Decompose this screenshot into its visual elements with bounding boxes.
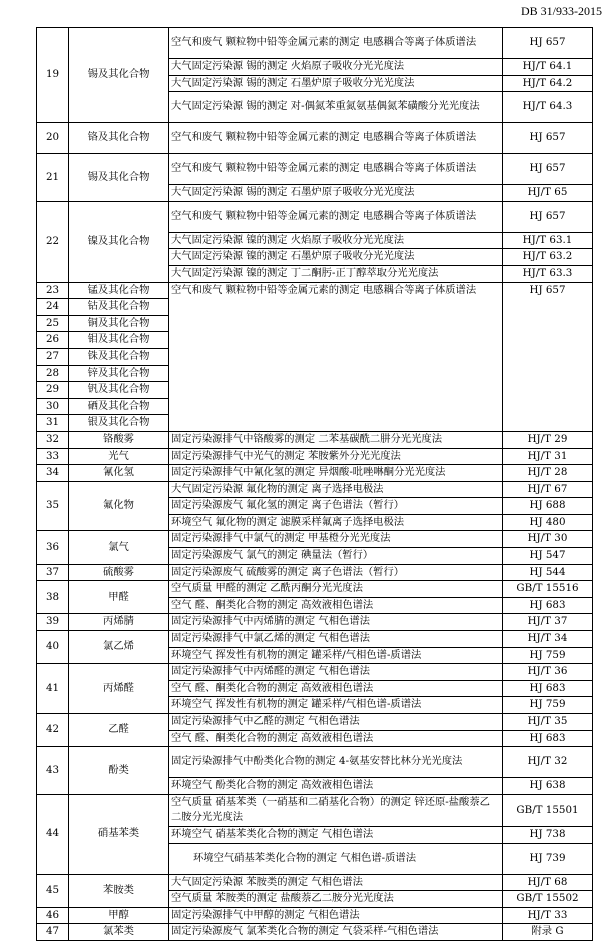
method-name: 空气 醛、酮类化合物的测定 高效液相色谱法 xyxy=(169,730,503,747)
item-name: 锡及其化合物 xyxy=(69,154,169,202)
standard-number: 附录 G xyxy=(503,924,593,941)
method-name: 固定污染源排气中丙烯醛的测定 气相色谱法 xyxy=(169,664,503,681)
table-row xyxy=(37,747,593,778)
item-number: 21 xyxy=(37,154,69,202)
standard-number: HJ/T 64.3 xyxy=(503,92,593,123)
standard-number: HJ/T 65 xyxy=(503,185,593,202)
standard-number: HJ 657 xyxy=(503,201,593,232)
standard-number: HJ/T 28 xyxy=(503,465,593,482)
standard-number: HJ 657 xyxy=(503,282,593,431)
method-name: 环境空气 酚类化合物的测定 高效液相色谱法 xyxy=(169,778,503,795)
standard-number: HJ 657 xyxy=(503,154,593,185)
method-name: 空气和废气 颗粒物中铅等金属元素的测定 电感耦合等离子体质谱法 xyxy=(169,154,503,185)
item-number: 42 xyxy=(37,714,69,747)
method-name: 环境空气 挥发性有机物的测定 罐采样/气相色谱-质谱法 xyxy=(169,697,503,714)
method-name: 固定污染源废气 氯苯类化合物的测定 气袋采样-气相色谱法 xyxy=(169,924,503,941)
item-name: 铬及其化合物 xyxy=(69,123,169,154)
item-number: 43 xyxy=(37,747,69,795)
table-row xyxy=(37,874,593,891)
method-name: 固定污染源废气 氟化氢的测定 离子色谱法（暂行） xyxy=(169,498,503,515)
method-name: 空气质量 甲醛的测定 乙酰丙酮分光光度法 xyxy=(169,581,503,598)
standard-number: HJ/T 36 xyxy=(503,664,593,681)
item-name: 丙烯腈 xyxy=(69,614,169,631)
item-name: 钼及其化合物 xyxy=(69,332,169,349)
standard-number: HJ 739 xyxy=(503,843,593,874)
item-number: 46 xyxy=(37,907,69,924)
standard-number: HJ/T 67 xyxy=(503,481,593,498)
item-number: 38 xyxy=(37,581,69,614)
item-name: 镍及其化合物 xyxy=(69,201,169,282)
standard-number: HJ 638 xyxy=(503,778,593,795)
item-name: 氰化氢 xyxy=(69,465,169,482)
item-name: 氟化物 xyxy=(69,481,169,531)
table-row xyxy=(37,123,593,154)
table-row xyxy=(37,448,593,465)
method-name: 大气固定污染源 锡的测定 石墨炉原子吸收分光光度法 xyxy=(169,185,503,202)
standard-number: HJ/T 33 xyxy=(503,907,593,924)
item-number: 22 xyxy=(37,201,69,282)
item-name: 氯气 xyxy=(69,531,169,564)
standard-number: HJ/T 63.3 xyxy=(503,265,593,282)
table-row xyxy=(37,531,593,548)
item-name: 氯乙烯 xyxy=(69,631,169,664)
standard-number: HJ/T 64.2 xyxy=(503,75,593,92)
standard-number: HJ/T 64.1 xyxy=(503,59,593,76)
item-number: 47 xyxy=(37,924,69,941)
method-name: 固定污染源排气中光气的测定 苯胺紫外分光光度法 xyxy=(169,448,503,465)
method-name: 大气固定污染源 锡的测定 石墨炉原子吸收分光光度法 xyxy=(169,75,503,92)
table-row xyxy=(37,201,593,232)
table-row xyxy=(37,924,593,941)
method-name: 固定污染源排气中氯气的测定 甲基橙分光光度法 xyxy=(169,531,503,548)
item-number: 30 xyxy=(37,398,69,415)
item-name: 苯胺类 xyxy=(69,874,169,907)
standard-number: HJ/T 29 xyxy=(503,431,593,448)
method-name: 固定污染源排气中酚类化合物的测定 4-氨基安替比林分光光度法 xyxy=(169,747,503,778)
method-name: 固定污染源排气中丙烯腈的测定 气相色谱法 xyxy=(169,614,503,631)
item-name: 硒及其化合物 xyxy=(69,398,169,415)
method-name: 固定污染源废气 硫酸雾的测定 离子色谱法（暂行） xyxy=(169,564,503,581)
method-name: 空气和废气 颗粒物中铅等金属元素的测定 电感耦合等离子体质谱法 xyxy=(169,28,503,59)
table-row xyxy=(37,481,593,498)
item-name: 铜及其化合物 xyxy=(69,315,169,332)
method-name: 大气固定污染源 锡的测定 对-偶氮苯重氮氨基偶氮苯磺酸分光光度法 xyxy=(169,92,503,123)
item-name: 氯苯类 xyxy=(69,924,169,941)
standard-number: HJ/T 63.2 xyxy=(503,249,593,266)
item-name: 钒及其化合物 xyxy=(69,382,169,399)
standard-number: HJ/T 37 xyxy=(503,614,593,631)
item-number: 27 xyxy=(37,348,69,365)
method-name: 环境空气 硝基苯类化合物的测定 气相色谱法 xyxy=(169,826,503,843)
method-name: 大气固定污染源 镍的测定 石墨炉原子吸收分光光度法 xyxy=(169,249,503,266)
method-name: 大气固定污染源 锡的测定 火焰原子吸收分光光度法 xyxy=(169,59,503,76)
document-code: DB 31/933-2015 xyxy=(521,4,602,18)
method-name: 固定污染源排气中氯乙烯的测定 气相色谱法 xyxy=(169,631,503,648)
table-row xyxy=(37,794,593,826)
item-name: 乙醛 xyxy=(69,714,169,747)
table-row xyxy=(37,154,593,185)
item-name: 锌及其化合物 xyxy=(69,365,169,382)
table-row xyxy=(37,664,593,681)
item-number: 37 xyxy=(37,564,69,581)
item-number: 40 xyxy=(37,631,69,664)
method-name: 空气 醛、酮类化合物的测定 高效液相色谱法 xyxy=(169,680,503,697)
method-name: 空气 醛、酮类化合物的测定 高效液相色谱法 xyxy=(169,597,503,614)
item-number: 44 xyxy=(37,794,69,874)
standard-number: HJ/T 34 xyxy=(503,631,593,648)
table-row xyxy=(37,465,593,482)
table-row xyxy=(37,431,593,448)
item-name: 甲醇 xyxy=(69,907,169,924)
item-name: 钴及其化合物 xyxy=(69,299,169,316)
standard-number: HJ 688 xyxy=(503,498,593,515)
item-number: 23 xyxy=(37,282,69,299)
standard-number: HJ 683 xyxy=(503,680,593,697)
standard-number: GB/T 15516 xyxy=(503,581,593,598)
item-number: 45 xyxy=(37,874,69,907)
item-number: 31 xyxy=(37,415,69,432)
table-row xyxy=(37,28,593,59)
standard-number: HJ 480 xyxy=(503,514,593,531)
item-number: 36 xyxy=(37,531,69,564)
standard-number: HJ/T 31 xyxy=(503,448,593,465)
standard-number: HJ 683 xyxy=(503,597,593,614)
method-name: 大气固定污染源 氟化物的测定 离子选择电极法 xyxy=(169,481,503,498)
standard-number: HJ 547 xyxy=(503,548,593,565)
item-number: 28 xyxy=(37,365,69,382)
method-name: 大气固定污染源 镍的测定 丁二酮肟-正丁醇萃取分光光度法 xyxy=(169,265,503,282)
item-name: 铬酸雾 xyxy=(69,431,169,448)
item-number: 19 xyxy=(37,28,69,123)
table-row xyxy=(37,581,593,598)
item-number: 26 xyxy=(37,332,69,349)
table-row xyxy=(37,614,593,631)
item-number: 29 xyxy=(37,382,69,399)
item-name: 锰及其化合物 xyxy=(69,282,169,299)
item-name: 甲醛 xyxy=(69,581,169,614)
method-name: 环境空气 挥发性有机物的测定 罐采样/气相色谱-质谱法 xyxy=(169,647,503,664)
item-name: 铢及其化合物 xyxy=(69,348,169,365)
item-name: 硫酸雾 xyxy=(69,564,169,581)
item-number: 41 xyxy=(37,664,69,714)
method-name: 环境空气硝基苯类化合物的测定 气相色谱-质谱法 xyxy=(169,843,503,874)
method-name: 固定污染源排气中乙醛的测定 气相色谱法 xyxy=(169,714,503,731)
item-number: 35 xyxy=(37,481,69,531)
standard-number: HJ/T 30 xyxy=(503,531,593,548)
item-number: 25 xyxy=(37,315,69,332)
item-number: 20 xyxy=(37,123,69,154)
table-row xyxy=(37,564,593,581)
method-name: 空气质量 苯胺类的测定 盐酸萘乙二胺分光光度法 xyxy=(169,891,503,908)
standard-number: HJ 738 xyxy=(503,826,593,843)
item-name: 硝基苯类 xyxy=(69,794,169,874)
item-number: 34 xyxy=(37,465,69,482)
item-number: 33 xyxy=(37,448,69,465)
item-number: 24 xyxy=(37,299,69,316)
item-number: 39 xyxy=(37,614,69,631)
table-row xyxy=(37,907,593,924)
standard-number: HJ 683 xyxy=(503,730,593,747)
standard-number: HJ/T 63.1 xyxy=(503,232,593,249)
item-name: 丙烯醛 xyxy=(69,664,169,714)
item-name: 酚类 xyxy=(69,747,169,795)
standard-number: GB/T 15501 xyxy=(503,794,593,826)
table-row xyxy=(37,714,593,731)
method-name: 空气和废气 颗粒物中铅等金属元素的测定 电感耦合等离子体质谱法 xyxy=(169,123,503,154)
standard-number: HJ 657 xyxy=(503,28,593,59)
standard-number: HJ 657 xyxy=(503,123,593,154)
method-name: 空气质量 硝基苯类（一硝基和二硝基化合物）的测定 锌还原-盐酸萘乙二胺分光光度法 xyxy=(169,794,503,826)
method-name: 固定污染源排气中氰化氢的测定 异烟酸-吡唑啉酮分光光度法 xyxy=(169,465,503,482)
method-name: 大气固定污染源 苯胺类的测定 气相色谱法 xyxy=(169,874,503,891)
item-name: 锡及其化合物 xyxy=(69,28,169,123)
method-name: 空气和废气 颗粒物中铅等金属元素的测定 电感耦合等离子体质谱法 xyxy=(169,201,503,232)
item-number: 32 xyxy=(37,431,69,448)
standard-number: HJ 544 xyxy=(503,564,593,581)
method-name: 空气和废气 颗粒物中铅等金属元素的测定 电感耦合等离子体质谱法 xyxy=(169,282,503,431)
method-name: 环境空气 氟化物的测定 滤膜采样氟离子选择电极法 xyxy=(169,514,503,531)
method-name: 固定污染源废气 氯气的测定 碘量法（暂行） xyxy=(169,548,503,565)
standard-number: HJ/T 32 xyxy=(503,747,593,778)
item-name: 银及其化合物 xyxy=(69,415,169,432)
method-name: 固定污染源排气中铬酸雾的测定 二苯基碳酰二肼分光光度法 xyxy=(169,431,503,448)
standard-number: HJ/T 35 xyxy=(503,714,593,731)
method-name: 固定污染源排气中甲醇的测定 气相色谱法 xyxy=(169,907,503,924)
standard-number: GB/T 15502 xyxy=(503,891,593,908)
method-name: 大气固定污染源 镍的测定 火焰原子吸收分光光度法 xyxy=(169,232,503,249)
standard-number: HJ 759 xyxy=(503,647,593,664)
item-name: 光气 xyxy=(69,448,169,465)
standards-table xyxy=(36,27,593,941)
table-row xyxy=(37,282,593,299)
standard-number: HJ/T 68 xyxy=(503,874,593,891)
standard-number: HJ 759 xyxy=(503,697,593,714)
table-row xyxy=(37,631,593,648)
